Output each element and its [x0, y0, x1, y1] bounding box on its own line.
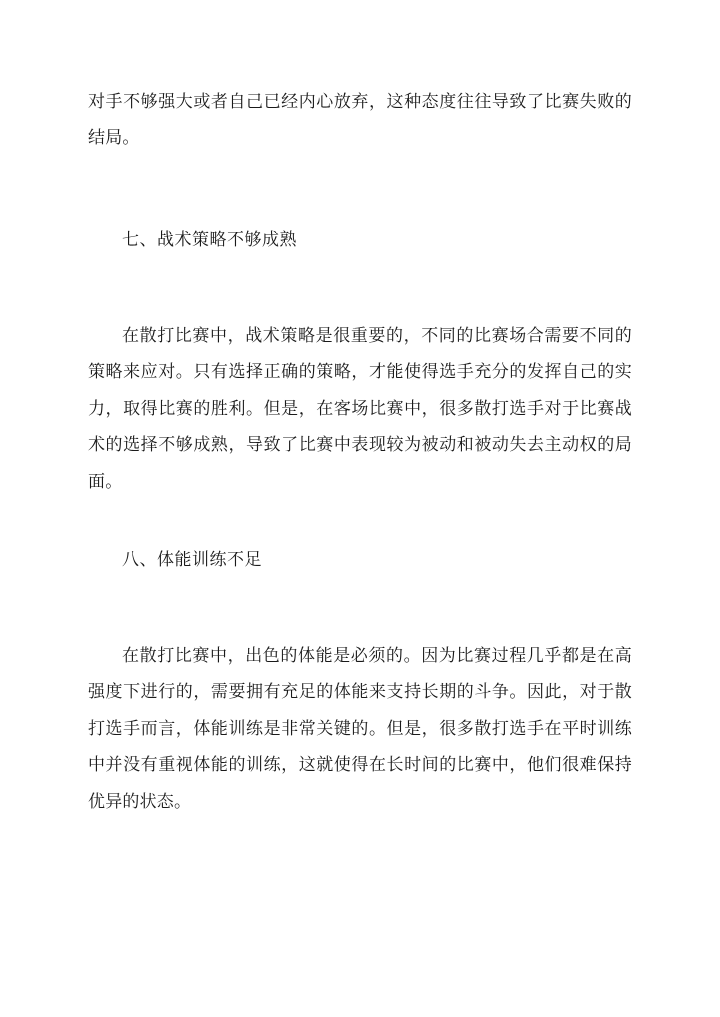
section-heading-eight: 八、体能训练不足	[122, 550, 262, 570]
section-heading-seven: 七、战术策略不够成熟	[122, 230, 297, 250]
section-seven-paragraph: 在散打比赛中，战术策略是很重要的，不同的比赛场合需要不同的策略来应对。只有选择正确的策略，才能使得选手充分的发挥自己的实力，取得比赛的胜利。但是，在客场比赛中，很多散打选手对于比赛战术的选择不够成熟，导致了比赛中表现较为被动和被动失去主动权的局面。	[88, 326, 632, 492]
section-eight-paragraph: 在散打比赛中，出色的体能是必须的。因为比赛过程几乎都是在高强度下进行的，需要拥有充足的体能来支持长期的斗争。因此，对于散打选手而言，体能训练是非常关键的。但是，很多散打选手在平时训练中并没有重视体能的训练，这就使得在长时间的比赛中，他们很难保持优异的状态。	[88, 646, 632, 812]
continued-paragraph: 对手不够强大或者自己已经内心放弃，这种态度往往导致了比赛失败的结局。	[88, 92, 632, 149]
